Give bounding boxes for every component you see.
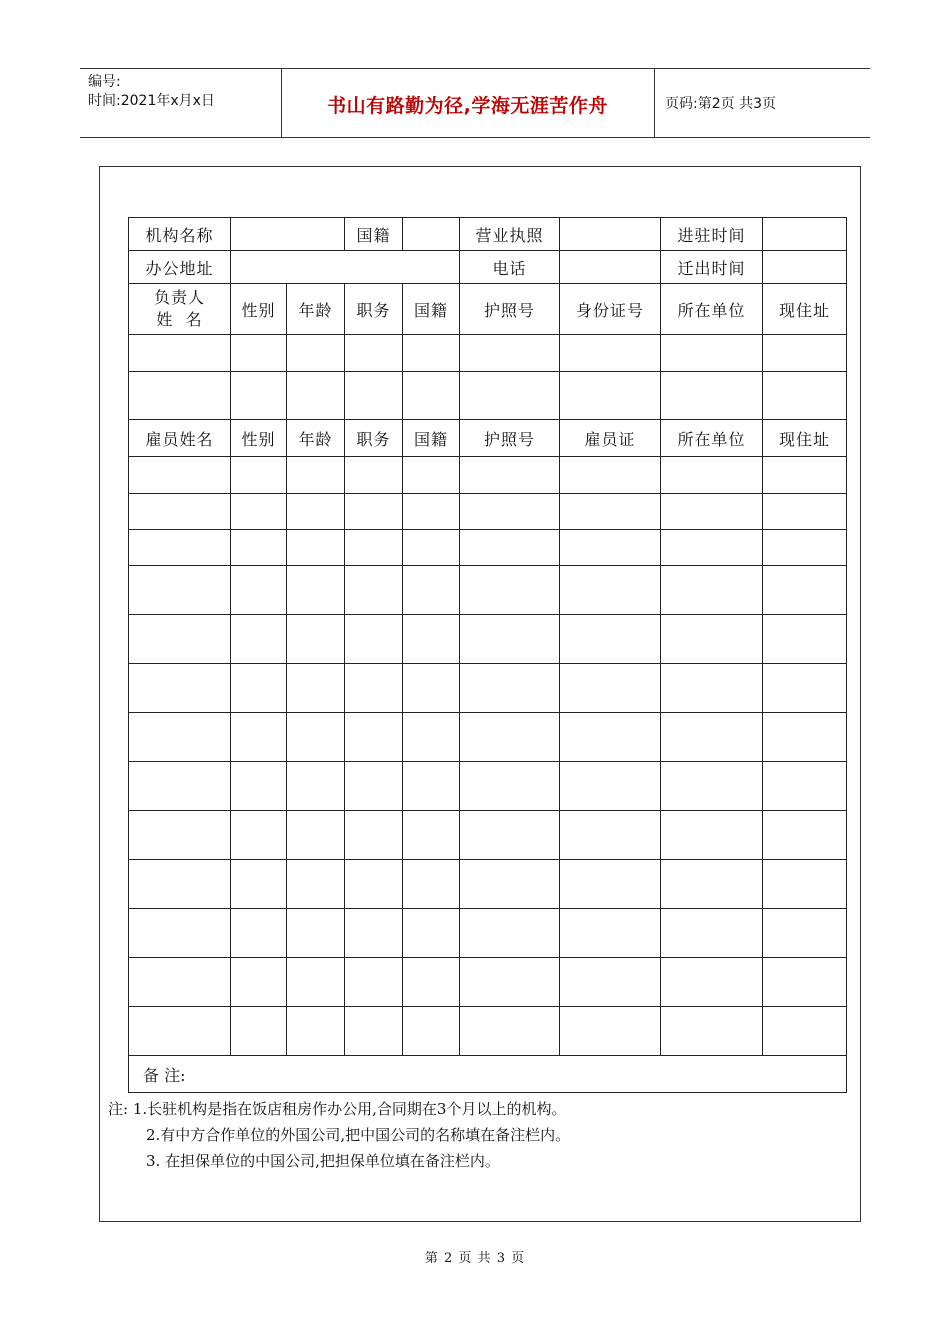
cell[interactable] [129, 713, 231, 762]
header-meta [88, 73, 215, 111]
cell[interactable] [661, 909, 763, 958]
cell[interactable] [460, 566, 560, 615]
cell[interactable] [403, 457, 460, 494]
position-label: 职务 [345, 420, 403, 457]
cell[interactable] [403, 762, 460, 811]
move-out-time-field[interactable] [763, 251, 847, 284]
cell[interactable] [763, 1007, 847, 1056]
cell[interactable] [287, 1007, 345, 1056]
cell[interactable] [460, 664, 560, 713]
cell[interactable] [661, 664, 763, 713]
org-name-label: 机构名称 [129, 218, 231, 251]
cell[interactable] [560, 860, 661, 909]
cell[interactable] [763, 909, 847, 958]
cell[interactable] [287, 566, 345, 615]
staff-row [129, 566, 847, 615]
head-row [129, 335, 847, 372]
note-1: 注: 1.长驻机构是指在饭店租房作办公用,合同期在3个月以上的机构。 [108, 1100, 567, 1118]
header-divider [654, 69, 655, 137]
org-info-row [129, 218, 847, 251]
cell[interactable] [287, 713, 345, 762]
cell[interactable] [560, 615, 661, 664]
staff-row [129, 762, 847, 811]
cell[interactable] [460, 372, 560, 420]
cell[interactable] [661, 566, 763, 615]
cell[interactable] [231, 958, 287, 1007]
cell[interactable] [345, 958, 403, 1007]
staff-row [129, 457, 847, 494]
cell[interactable] [560, 335, 661, 372]
staff-row [129, 958, 847, 1007]
cell[interactable] [345, 494, 403, 530]
cell[interactable] [763, 372, 847, 420]
staff-name-label: 雇员姓名 [129, 420, 231, 457]
cell[interactable] [460, 811, 560, 860]
cell[interactable] [560, 762, 661, 811]
cell[interactable] [345, 1007, 403, 1056]
cell[interactable] [763, 860, 847, 909]
cell[interactable] [129, 615, 231, 664]
cell[interactable] [129, 372, 231, 420]
staff-row [129, 713, 847, 762]
cell[interactable] [231, 335, 287, 372]
cell[interactable] [560, 372, 661, 420]
cell[interactable] [345, 860, 403, 909]
cell[interactable] [403, 1007, 460, 1056]
cell[interactable] [231, 762, 287, 811]
cell[interactable] [661, 372, 763, 420]
cell[interactable] [129, 1007, 231, 1056]
cell[interactable] [403, 566, 460, 615]
cell[interactable] [129, 530, 231, 566]
staff-row [129, 860, 847, 909]
cell[interactable] [345, 811, 403, 860]
cell[interactable] [287, 958, 345, 1007]
nationality-field[interactable] [403, 218, 460, 251]
address-label: 现住址 [763, 420, 847, 457]
page-footer: 第 2 页 共 3 页 [424, 1251, 526, 1266]
note-2: 2.有中方合作单位的外国公司,把中国公司的名称填在备注栏内。 [146, 1126, 571, 1144]
cell[interactable] [129, 762, 231, 811]
move-in-time-field[interactable] [763, 218, 847, 251]
cell[interactable] [763, 713, 847, 762]
cell[interactable] [287, 762, 345, 811]
phone-label: 电话 [460, 251, 560, 284]
cell[interactable] [560, 1007, 661, 1056]
cell[interactable] [403, 909, 460, 958]
staff-row [129, 811, 847, 860]
date-label: 时间:2021年x月x日 [88, 93, 215, 109]
cell[interactable] [763, 811, 847, 860]
cell[interactable] [345, 713, 403, 762]
serial-label: 编号: [88, 74, 121, 90]
cell[interactable] [763, 566, 847, 615]
cell[interactable] [661, 1007, 763, 1056]
head-header-row [129, 284, 847, 335]
cell[interactable] [661, 762, 763, 811]
cell[interactable] [345, 615, 403, 664]
cell[interactable] [661, 860, 763, 909]
staff-row [129, 664, 847, 713]
cell[interactable] [287, 909, 345, 958]
cell[interactable] [345, 909, 403, 958]
business-license-field[interactable] [560, 218, 661, 251]
office-info-row [129, 251, 847, 284]
remarks-row [129, 1056, 847, 1093]
cell[interactable] [287, 457, 345, 494]
cell[interactable] [231, 664, 287, 713]
gender-label: 性别 [231, 284, 287, 335]
cell[interactable] [763, 494, 847, 530]
cell[interactable] [129, 566, 231, 615]
office-address-label: 办公地址 [129, 251, 231, 284]
office-address-field[interactable] [231, 251, 460, 284]
head-name-label [129, 284, 231, 335]
cell[interactable] [460, 615, 560, 664]
cell[interactable] [231, 860, 287, 909]
move-out-time-label: 迁出时间 [661, 251, 763, 284]
cell[interactable] [460, 1007, 560, 1056]
cell[interactable] [345, 457, 403, 494]
cell[interactable] [129, 958, 231, 1007]
cell[interactable] [763, 958, 847, 1007]
cell[interactable] [460, 860, 560, 909]
cell[interactable] [231, 909, 287, 958]
head-row [129, 372, 847, 420]
cell[interactable] [661, 811, 763, 860]
staff-row [129, 494, 847, 530]
employee-card-label: 雇员证 [560, 420, 661, 457]
passport-label: 护照号 [460, 420, 560, 457]
cell[interactable] [661, 530, 763, 566]
cell[interactable] [560, 530, 661, 566]
page-header [80, 68, 870, 138]
cell[interactable] [345, 335, 403, 372]
cell[interactable] [345, 372, 403, 420]
cell[interactable] [345, 664, 403, 713]
employer-label: 所在单位 [661, 284, 763, 335]
cell[interactable] [231, 713, 287, 762]
cell[interactable] [403, 860, 460, 909]
cell[interactable] [403, 811, 460, 860]
position-label: 职务 [345, 284, 403, 335]
cell[interactable] [763, 530, 847, 566]
cell[interactable] [560, 811, 661, 860]
cell[interactable] [129, 664, 231, 713]
cell[interactable] [661, 713, 763, 762]
note-3: 3. 在担保单位的中国公司,把担保单位填在备注栏内。 [146, 1152, 500, 1170]
cell[interactable] [231, 566, 287, 615]
cell[interactable] [763, 335, 847, 372]
cell[interactable] [763, 762, 847, 811]
cell[interactable] [403, 372, 460, 420]
notes [108, 1096, 570, 1174]
staff-row [129, 530, 847, 566]
cell[interactable] [560, 494, 661, 530]
business-license-label: 营业执照 [460, 218, 560, 251]
cell[interactable] [231, 457, 287, 494]
cell[interactable] [460, 494, 560, 530]
cell[interactable] [460, 958, 560, 1007]
cell[interactable] [460, 530, 560, 566]
cell[interactable] [231, 530, 287, 566]
cell[interactable] [460, 335, 560, 372]
cell[interactable] [403, 615, 460, 664]
cell[interactable] [460, 457, 560, 494]
cell[interactable] [661, 494, 763, 530]
remarks-label[interactable]: 备 注: [129, 1056, 847, 1093]
nationality-label: 国籍 [403, 284, 460, 335]
cell[interactable] [763, 615, 847, 664]
cell[interactable] [129, 494, 231, 530]
cell[interactable] [460, 713, 560, 762]
cell[interactable] [560, 664, 661, 713]
staff-row [129, 909, 847, 958]
staff-header-row [129, 420, 847, 457]
id-number-label: 身份证号 [560, 284, 661, 335]
page-label: 页码:第2页 共3页 [665, 96, 776, 112]
cell[interactable] [129, 811, 231, 860]
cell[interactable] [763, 457, 847, 494]
cell[interactable] [287, 530, 345, 566]
cell[interactable] [345, 566, 403, 615]
cell[interactable] [287, 615, 345, 664]
gender-label: 性别 [231, 420, 287, 457]
cell[interactable] [231, 615, 287, 664]
cell[interactable] [661, 958, 763, 1007]
cell[interactable] [129, 457, 231, 494]
cell[interactable] [231, 372, 287, 420]
staff-row [129, 1007, 847, 1056]
cell[interactable] [345, 530, 403, 566]
cell[interactable] [129, 335, 231, 372]
cell[interactable] [560, 457, 661, 494]
cell[interactable] [287, 811, 345, 860]
cell[interactable] [560, 566, 661, 615]
cell[interactable] [129, 860, 231, 909]
cell[interactable] [460, 762, 560, 811]
employer-label: 所在单位 [661, 420, 763, 457]
phone-field[interactable] [560, 251, 661, 284]
address-label: 现住址 [763, 284, 847, 335]
age-label: 年龄 [287, 420, 345, 457]
cell[interactable] [403, 713, 460, 762]
cell[interactable] [661, 457, 763, 494]
motto: 书山有路勤为径,学海无涯苦作舟 [327, 95, 608, 117]
nationality-label: 国籍 [403, 420, 460, 457]
head-name-line1: 负责人 [153, 288, 205, 307]
cell[interactable] [661, 335, 763, 372]
cell[interactable] [287, 372, 345, 420]
head-name-line2: 姓 名 [156, 310, 203, 329]
cell[interactable] [287, 335, 345, 372]
cell[interactable] [287, 860, 345, 909]
registration-form-table [128, 217, 847, 1093]
move-in-time-label: 进驻时间 [661, 218, 763, 251]
cell[interactable] [560, 958, 661, 1007]
cell[interactable] [287, 494, 345, 530]
cell[interactable] [345, 762, 403, 811]
org-name-field[interactable] [231, 218, 345, 251]
nationality-label: 国籍 [345, 218, 403, 251]
cell[interactable] [231, 811, 287, 860]
cell[interactable] [763, 664, 847, 713]
cell[interactable] [403, 958, 460, 1007]
cell[interactable] [231, 1007, 287, 1056]
cell[interactable] [661, 615, 763, 664]
cell[interactable] [403, 494, 460, 530]
cell[interactable] [287, 664, 345, 713]
cell[interactable] [403, 530, 460, 566]
passport-label: 护照号 [460, 284, 560, 335]
age-label: 年龄 [287, 284, 345, 335]
cell[interactable] [560, 909, 661, 958]
cell[interactable] [460, 909, 560, 958]
cell[interactable] [403, 664, 460, 713]
cell[interactable] [129, 909, 231, 958]
staff-row [129, 615, 847, 664]
cell[interactable] [560, 713, 661, 762]
cell[interactable] [403, 335, 460, 372]
cell[interactable] [231, 494, 287, 530]
